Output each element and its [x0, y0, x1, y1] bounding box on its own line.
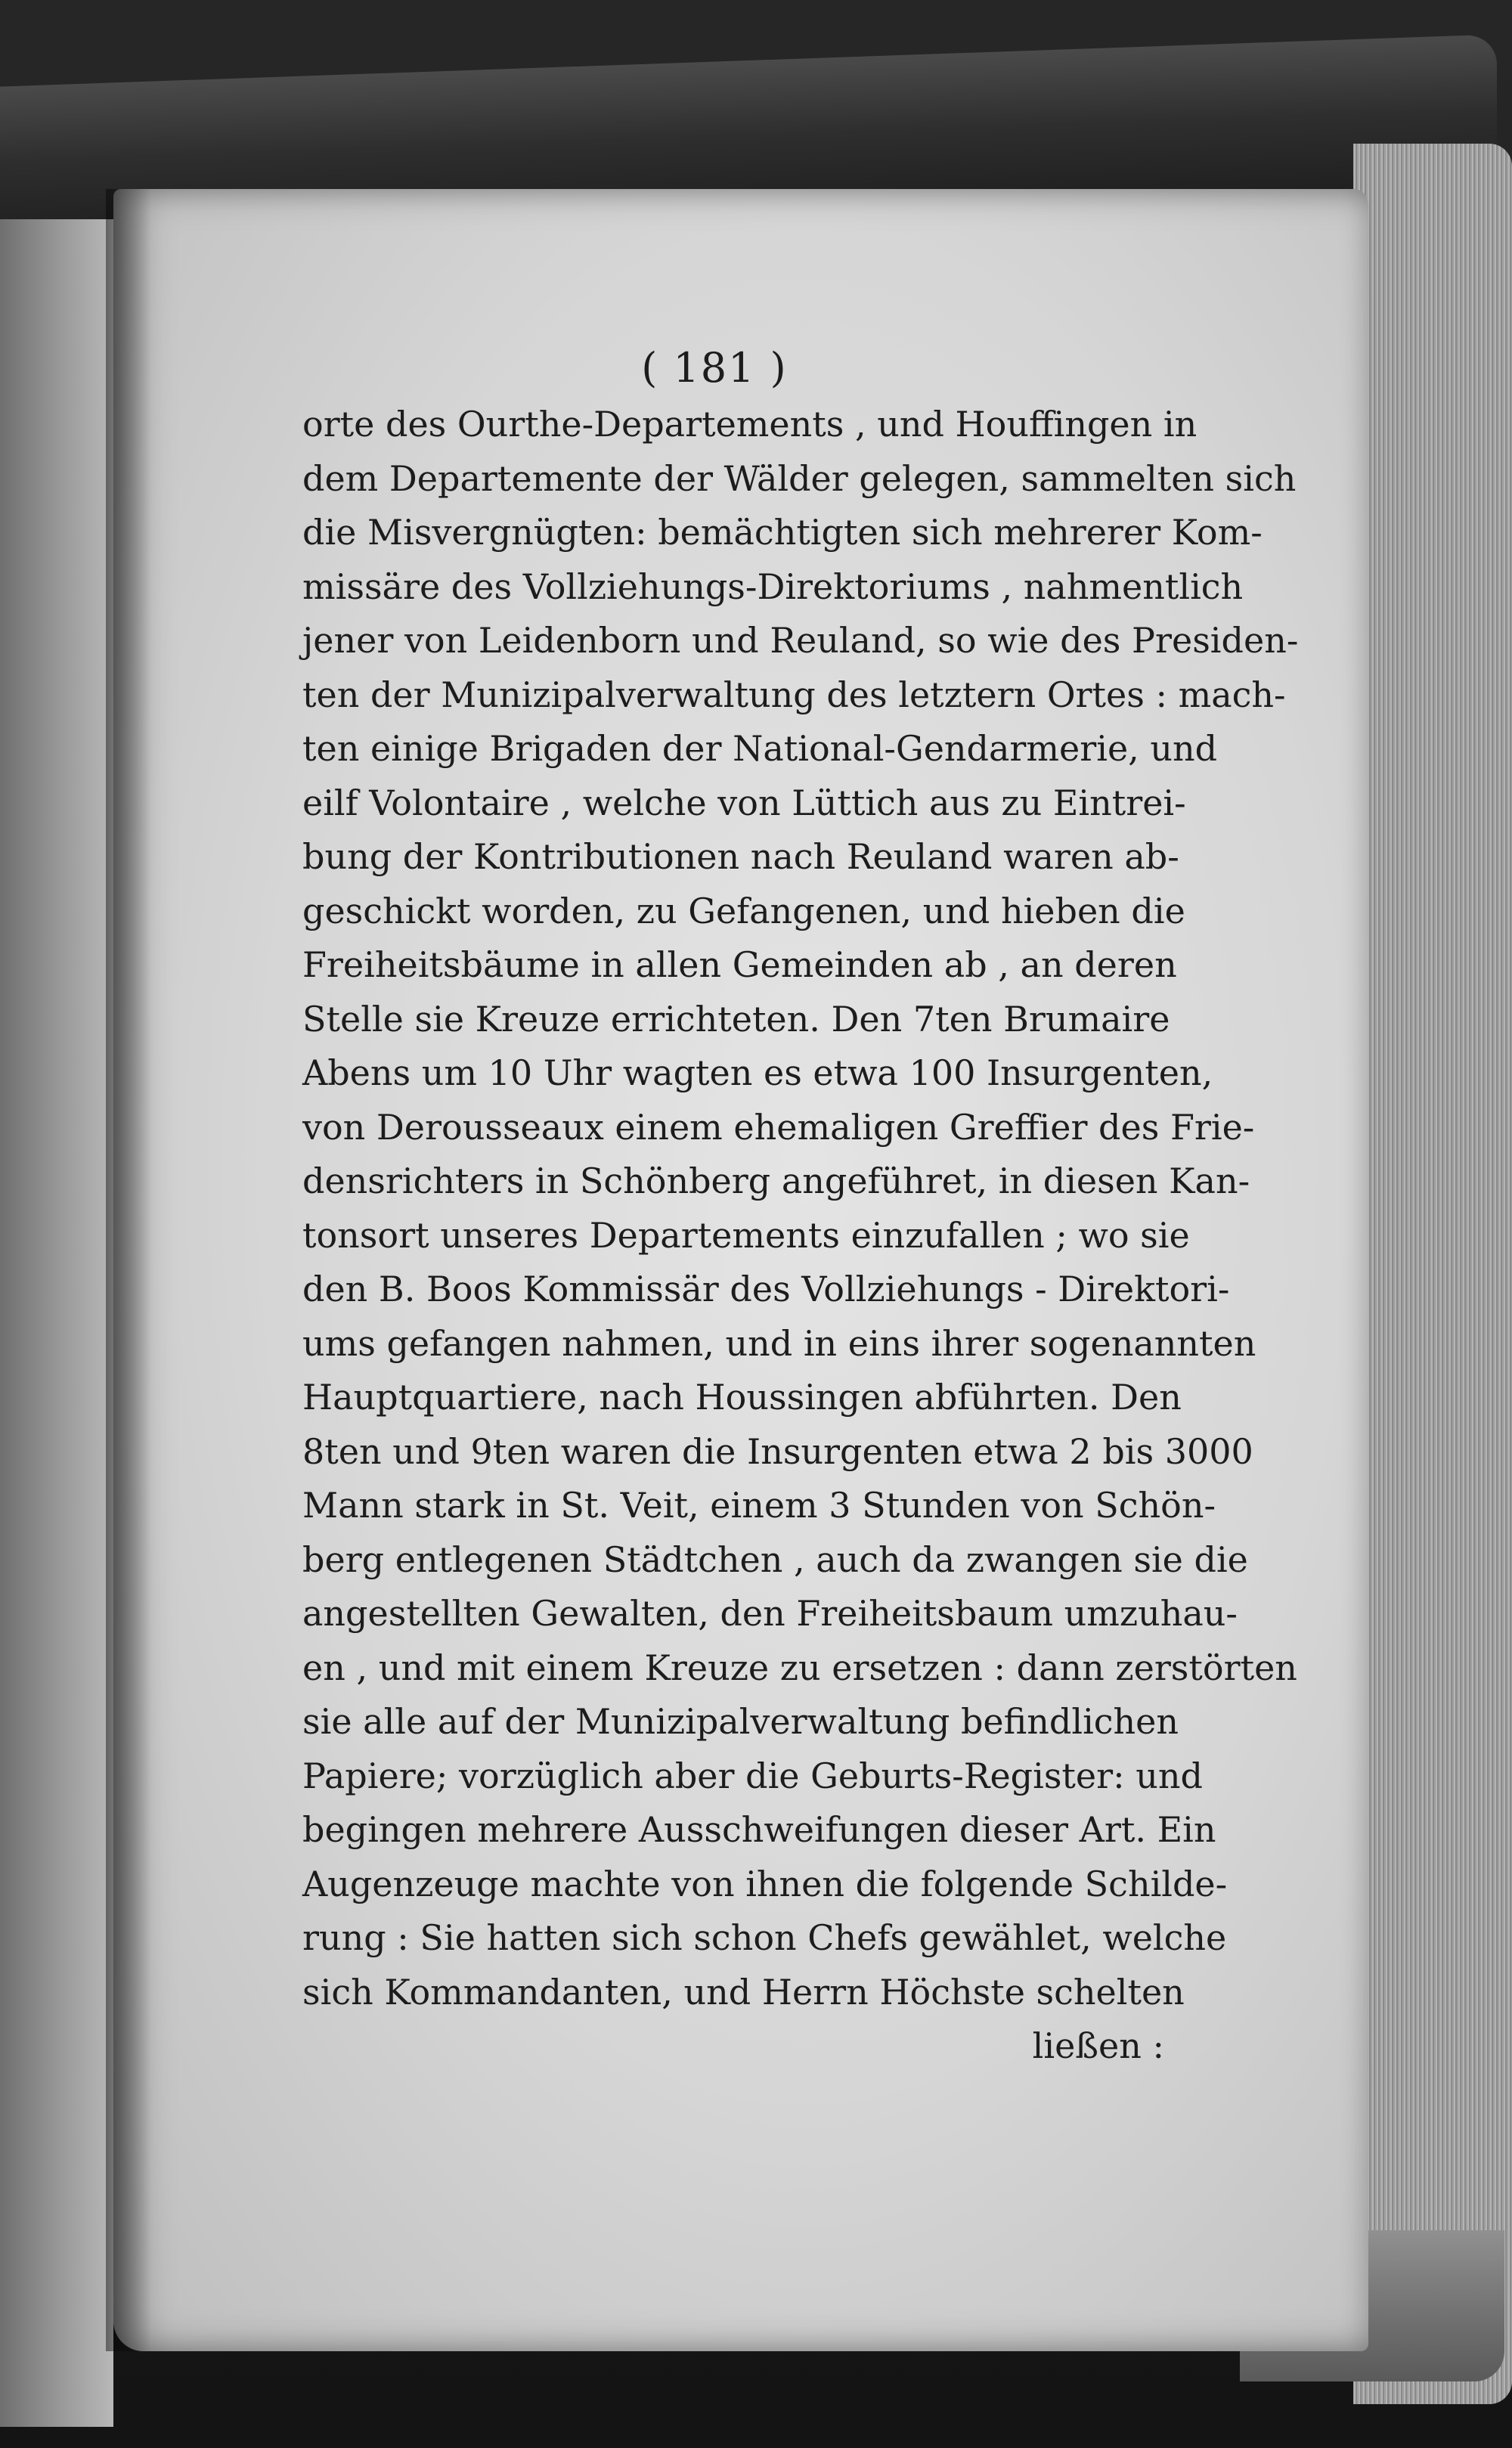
page-number: ( 181 ) — [641, 344, 788, 392]
text-line: ten der Munizipalverwaltung des letztern Ortes : mach- — [302, 674, 1286, 715]
page-block-edges — [1353, 144, 1512, 2404]
text-line: jener von Leidenborn und Reuland, so wie des Presiden- — [302, 620, 1299, 661]
text-line: den B. Boos Kommissär des Vollziehungs - Direktori- — [302, 1269, 1230, 1309]
text-line: missäre des Vollziehungs-Direktoriums , nahmentlich — [302, 566, 1244, 607]
catchword: ließen : — [1032, 2025, 1164, 2066]
text-line: bung der Kontributionen nach Reuland waren ab- — [302, 836, 1179, 877]
text-line: berg entlegenen Städtchen , auch da zwangen sie die — [302, 1539, 1248, 1580]
text-line: begingen mehrere Ausschweifungen dieser Art. Ein — [302, 1809, 1216, 1850]
text-line: Augenzeuge machte von ihnen die folgende Schilde- — [302, 1863, 1228, 1904]
text-line: sich Kommandanten, und Herrn Höchste schelten — [302, 1971, 1185, 2013]
text-line: en , und mit einem Kreuze zu ersetzen : dann zerstörten — [302, 1647, 1297, 1688]
text-line: dem Departemente der Wälder gelegen, sammelten sich — [302, 457, 1297, 499]
text-line: von Derousseaux einem ehemaligen Greffier des Frie- — [302, 1106, 1255, 1148]
text-line: sie alle auf der Munizipalverwaltung befindlichen — [302, 1701, 1179, 1742]
text-line: Hauptquartiere, nach Houssingen abführten. Den — [302, 1377, 1182, 1418]
text-line: ten einige Brigaden der National-Gendarmerie, und — [302, 728, 1218, 769]
text-line: die Misvergnügten: bemächtigten sich mehrerer Kom- — [302, 512, 1263, 553]
text-line: densrichters in Schönberg angeführet, in diesen Kan- — [302, 1160, 1250, 1201]
text-line: tonsort unseres Departements einzufallen ; wo sie — [302, 1214, 1190, 1256]
text-line: rung : Sie hatten sich schon Chefs gewählet, welche — [302, 1917, 1227, 1958]
text-line: Freiheitsbäume in allen Gemeinden ab , an deren — [302, 944, 1177, 985]
text-line: Stelle sie Kreuze errichteten. Den 7ten Brumaire — [302, 998, 1170, 1040]
text-line: Mann stark in St. Veit, einem 3 Stunden von Schön- — [302, 1485, 1216, 1526]
text-line: Papiere; vorzüglich aber die Geburts-Register: und — [302, 1755, 1203, 1796]
text-line: orte des Ourthe-Departements , und Houffingen in — [302, 404, 1198, 445]
text-line: 8ten und 9ten waren die Insurgenten etwa 2 bis 3000 — [302, 1430, 1253, 1472]
left-page-edge — [0, 219, 113, 2427]
text-line: eilf Volontaire , welche von Lüttich aus zu Eintrei- — [302, 782, 1186, 823]
text-line: geschickt worden, zu Gefangenen, und hieben die — [302, 890, 1185, 931]
gutter-shadow — [106, 189, 151, 2351]
text-line: Abens um 10 Uhr wagten es etwa 100 Insurgenten, — [302, 1052, 1213, 1093]
page-text — [302, 344, 1299, 2074]
text-line: ums gefangen nahmen, und in eins ihrer sogenannten — [302, 1322, 1256, 1364]
text-line: angestellten Gewalten, den Freiheitsbaum umzuhau- — [302, 1593, 1238, 1634]
text-body — [302, 398, 1299, 2019]
